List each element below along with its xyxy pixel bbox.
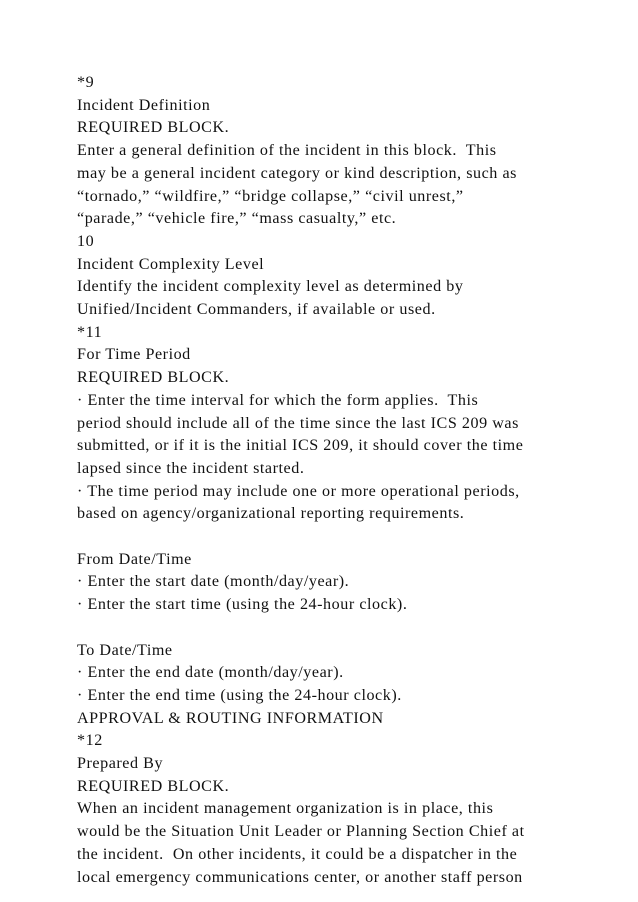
block-12-title: Prepared By <box>77 755 164 773</box>
block-11-required-note: REQUIRED BLOCK. <box>77 369 230 387</box>
block-11-description-line: period should include all of the time since the last ICS 209 was <box>77 414 519 432</box>
block-11-number: *11 <box>77 323 103 341</box>
block-11-description-line: · Enter the time interval for which the form applies. This <box>77 391 479 409</box>
to-date-time-heading: To Date/Time <box>77 641 173 659</box>
block-10-title: Incident Complexity Level <box>77 255 265 273</box>
document-body <box>77 72 622 889</box>
block-9-description-line: may be a general incident category or kind description, such as <box>77 164 517 182</box>
from-date-instruction: · Enter the start date (month/day/year). <box>77 573 350 591</box>
block-9-description-line: “parade,” “vehicle fire,” “mass casualty,” etc. <box>77 210 397 228</box>
from-date-time-heading: From Date/Time <box>77 550 192 568</box>
block-9-title: Incident Definition <box>77 96 211 114</box>
block-12-number: *12 <box>77 732 103 750</box>
block-12-description-line: would be the Situation Unit Leader or Planning Section Chief at <box>77 823 525 841</box>
block-11-description-line: based on agency/organizational reporting requirements. <box>77 505 465 523</box>
block-11-title: For Time Period <box>77 346 191 364</box>
block-12-description-line: local emergency communications center, or another staff person <box>77 868 523 886</box>
block-12-description-line: the incident. On other incidents, it could be a dispatcher in the <box>77 845 518 863</box>
block-9-number: *9 <box>77 74 95 91</box>
block-11-description-line: · The time period may include one or more operational periods, <box>77 482 520 500</box>
block-11-description-line: lapsed since the incident started. <box>77 459 305 477</box>
block-9-description-line: “tornado,” “wildfire,” “bridge collapse,” “civil unrest,” <box>77 187 464 205</box>
block-10-description-line: Unified/Incident Commanders, if available or used. <box>77 301 436 319</box>
to-time-instruction: · Enter the end time (using the 24-hour clock). <box>77 686 402 704</box>
block-10-description-line: Identify the incident complexity level as determined by <box>77 278 464 296</box>
block-11-description-line: submitted, or if it is the initial ICS 209, it should cover the time <box>77 437 524 455</box>
block-9-required-note: REQUIRED BLOCK. <box>77 119 230 137</box>
to-date-instruction: · Enter the end date (month/day/year). <box>77 664 344 682</box>
block-10-number: 10 <box>77 232 95 250</box>
approval-routing-heading: APPROVAL & ROUTING INFORMATION <box>77 709 384 727</box>
block-12-required-note: REQUIRED BLOCK. <box>77 777 230 795</box>
blank-line <box>77 617 622 640</box>
block-12-description-line: When an incident management organization is in place, this <box>77 800 494 818</box>
block-9-description-line: Enter a general definition of the incident in this block. This <box>77 142 497 160</box>
blank-line <box>77 526 622 549</box>
from-time-instruction: · Enter the start time (using the 24-hour clock). <box>77 596 408 614</box>
